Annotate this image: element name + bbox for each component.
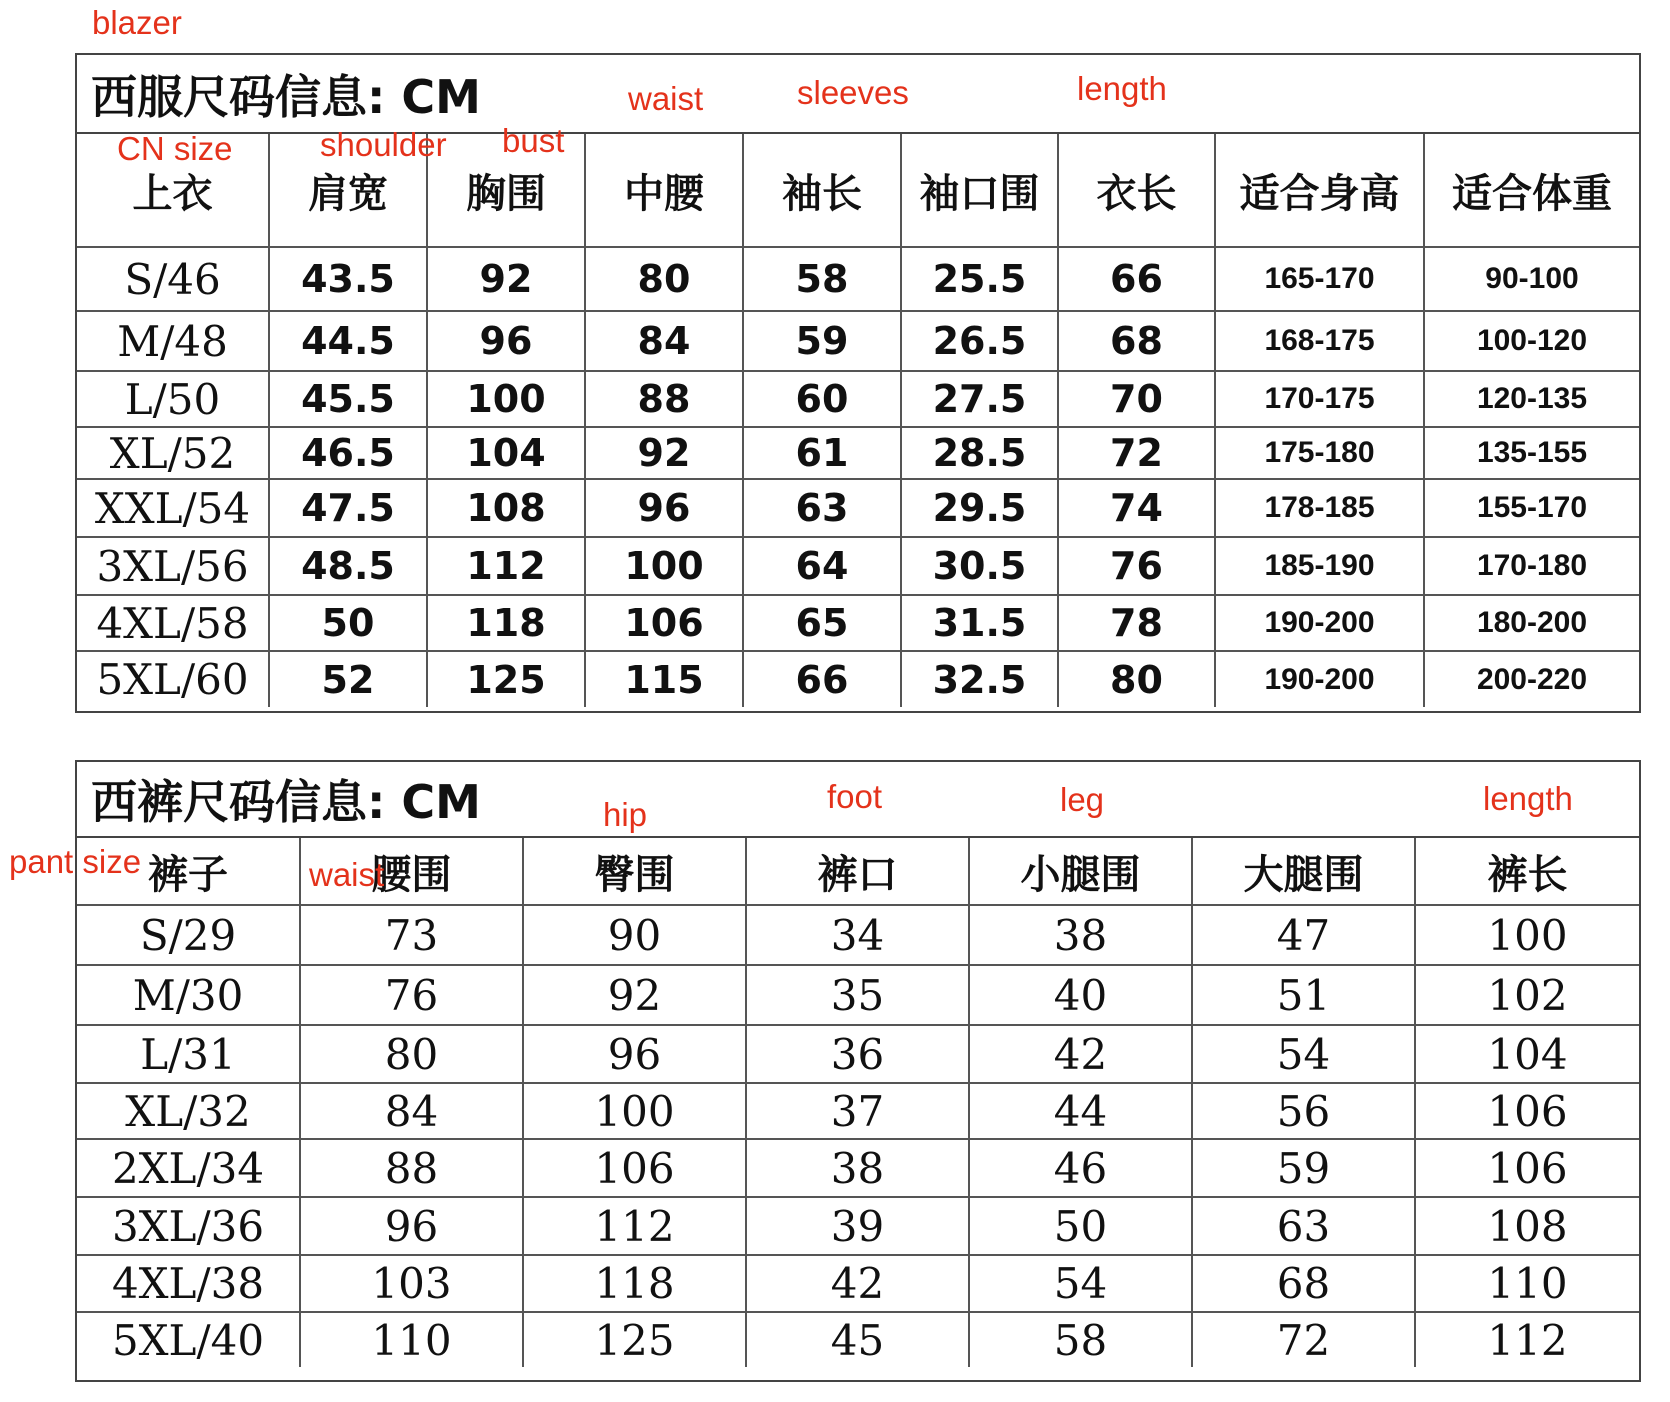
annotation-sleeves: sleeves	[797, 74, 909, 111]
pants-value-cell: 92	[523, 965, 746, 1025]
annotation-pant-size: pant size	[9, 843, 142, 880]
pants-row	[77, 1083, 1639, 1139]
pants-size-cell: 5XL/40	[77, 1312, 300, 1367]
pants-row	[77, 1139, 1639, 1197]
pants-value-cell: 59	[1192, 1139, 1415, 1197]
pants-value-cell: 44	[969, 1083, 1192, 1139]
blazer-value-cell: 96	[585, 479, 743, 537]
blazer-size-cell: L/50	[77, 371, 269, 427]
pants-chart-title-text: 西裤尺码信息: CM	[91, 775, 481, 829]
pants-value-cell: 84	[300, 1083, 523, 1139]
blazer-chart-title-text: 西服尺码信息: CM	[91, 69, 481, 124]
pants-header-cell: 裤子	[77, 838, 300, 905]
pants-value-cell: 106	[1415, 1139, 1639, 1197]
blazer-value-cell: 200-220	[1424, 651, 1639, 707]
blazer-value-cell: 45.5	[269, 371, 427, 427]
blazer-value-cell: 66	[743, 651, 901, 707]
blazer-row	[77, 651, 1639, 707]
pants-size-cell: 2XL/34	[77, 1139, 300, 1197]
blazer-row	[77, 427, 1639, 479]
blazer-value-cell: 118	[427, 595, 585, 651]
pants-header-cell: 裤口	[746, 838, 969, 905]
pants-value-cell: 36	[746, 1025, 969, 1083]
pants-value-cell: 108	[1415, 1197, 1639, 1255]
blazer-value-cell: 72	[1058, 427, 1215, 479]
pants-header-cell: 腰围	[300, 838, 523, 905]
blazer-value-cell: 180-200	[1424, 595, 1639, 651]
blazer-value-cell: 43.5	[269, 247, 427, 311]
blazer-value-cell: 52	[269, 651, 427, 707]
blazer-value-cell: 25.5	[901, 247, 1058, 311]
blazer-size-cell: XXL/54	[77, 479, 269, 537]
blazer-value-cell: 32.5	[901, 651, 1058, 707]
blazer-value-cell: 88	[585, 371, 743, 427]
blazer-size-cell: 5XL/60	[77, 651, 269, 707]
blazer-value-cell: 48.5	[269, 537, 427, 595]
pants-value-cell: 96	[523, 1025, 746, 1083]
blazer-value-cell: 125	[427, 651, 585, 707]
blazer-value-cell: 28.5	[901, 427, 1058, 479]
blazer-value-cell: 175-180	[1215, 427, 1424, 479]
blazer-value-cell: 108	[427, 479, 585, 537]
pants-value-cell: 45	[746, 1312, 969, 1367]
pants-row	[77, 1197, 1639, 1255]
blazer-value-cell: 92	[585, 427, 743, 479]
blazer-row	[77, 247, 1639, 311]
pants-size-cell: M/30	[77, 965, 300, 1025]
blazer-value-cell: 135-155	[1424, 427, 1639, 479]
blazer-value-cell: 100-120	[1424, 311, 1639, 371]
blazer-size-cell: S/46	[77, 247, 269, 311]
pants-size-cell: XL/32	[77, 1083, 300, 1139]
pants-value-cell: 100	[1415, 905, 1639, 965]
pants-value-cell: 73	[300, 905, 523, 965]
annotation-foot: foot	[827, 778, 883, 815]
pants-value-cell: 88	[300, 1139, 523, 1197]
pants-value-cell: 40	[969, 965, 1192, 1025]
pants-value-cell: 47	[1192, 905, 1415, 965]
annotation-waist-top: waist	[628, 80, 704, 117]
pants-value-cell: 58	[969, 1312, 1192, 1367]
pants-value-cell: 112	[523, 1197, 746, 1255]
blazer-value-cell: 120-135	[1424, 371, 1639, 427]
blazer-value-cell: 165-170	[1215, 247, 1424, 311]
blazer-value-cell: 46.5	[269, 427, 427, 479]
blazer-value-cell: 29.5	[901, 479, 1058, 537]
pants-value-cell: 42	[746, 1255, 969, 1312]
blazer-header-cell: 适合体重	[1424, 134, 1639, 247]
pants-value-cell: 90	[523, 905, 746, 965]
blazer-value-cell: 59	[743, 311, 901, 371]
pants-value-cell: 68	[1192, 1255, 1415, 1312]
blazer-value-cell: 47.5	[269, 479, 427, 537]
pants-value-cell: 38	[969, 905, 1192, 965]
blazer-header-cell: 袖长	[743, 134, 901, 247]
pants-row	[77, 1025, 1639, 1083]
pants-row	[77, 1255, 1639, 1312]
blazer-value-cell: 30.5	[901, 537, 1058, 595]
blazer-value-cell: 70	[1058, 371, 1215, 427]
blazer-value-cell: 104	[427, 427, 585, 479]
blazer-row	[77, 537, 1639, 595]
blazer-size-cell: XL/52	[77, 427, 269, 479]
blazer-value-cell: 26.5	[901, 311, 1058, 371]
blazer-value-cell: 115	[585, 651, 743, 707]
blazer-value-cell: 168-175	[1215, 311, 1424, 371]
blazer-value-cell: 170-175	[1215, 371, 1424, 427]
blazer-header-cell: 肩宽	[269, 134, 427, 247]
pants-value-cell: 110	[1415, 1255, 1639, 1312]
blazer-size-chart	[75, 53, 1641, 713]
blazer-value-cell: 100	[585, 537, 743, 595]
pants-value-cell: 72	[1192, 1312, 1415, 1367]
blazer-header-cell: 中腰	[585, 134, 743, 247]
annotation-leg: leg	[1060, 781, 1105, 818]
blazer-value-cell: 66	[1058, 247, 1215, 311]
annotation-blazer: blazer	[92, 4, 182, 41]
pants-header-cell: 裤长	[1415, 838, 1639, 905]
pants-size-cell: L/31	[77, 1025, 300, 1083]
pants-value-cell: 104	[1415, 1025, 1639, 1083]
pants-value-cell: 125	[523, 1312, 746, 1367]
blazer-header-cell: 衣长	[1058, 134, 1215, 247]
blazer-header-cell: 袖口围	[901, 134, 1058, 247]
pants-value-cell: 39	[746, 1197, 969, 1255]
pants-header-cell: 臀围	[523, 838, 746, 905]
pants-value-cell: 118	[523, 1255, 746, 1312]
blazer-value-cell: 31.5	[901, 595, 1058, 651]
annotation-shoulder: shoulder	[320, 126, 447, 163]
pants-value-cell: 51	[1192, 965, 1415, 1025]
blazer-size-table	[77, 130, 1639, 707]
blazer-value-cell: 64	[743, 537, 901, 595]
blazer-value-cell: 84	[585, 311, 743, 371]
annotation-length-bottom: length	[1483, 780, 1573, 817]
annotation-hip: hip	[603, 796, 648, 833]
pants-size-chart	[75, 760, 1641, 1382]
pants-value-cell: 38	[746, 1139, 969, 1197]
blazer-value-cell: 50	[269, 595, 427, 651]
blazer-header-cell: 胸围	[427, 134, 585, 247]
blazer-row	[77, 371, 1639, 427]
blazer-value-cell: 27.5	[901, 371, 1058, 427]
blazer-value-cell: 78	[1058, 595, 1215, 651]
blazer-value-cell: 60	[743, 371, 901, 427]
pants-value-cell: 76	[300, 965, 523, 1025]
blazer-value-cell: 96	[427, 311, 585, 371]
blazer-value-cell: 68	[1058, 311, 1215, 371]
blazer-value-cell: 185-190	[1215, 537, 1424, 595]
blazer-size-cell: M/48	[77, 311, 269, 371]
pants-size-cell: S/29	[77, 905, 300, 965]
annotation-cn-size: CN size	[117, 130, 233, 167]
blazer-row	[77, 311, 1639, 371]
blazer-value-cell: 90-100	[1424, 247, 1639, 311]
pants-value-cell: 54	[1192, 1025, 1415, 1083]
blazer-value-cell: 74	[1058, 479, 1215, 537]
blazer-value-cell: 65	[743, 595, 901, 651]
blazer-row	[77, 479, 1639, 537]
blazer-header-cell: 适合身高	[1215, 134, 1424, 247]
blazer-value-cell: 178-185	[1215, 479, 1424, 537]
pants-value-cell: 96	[300, 1197, 523, 1255]
pants-size-cell: 3XL/36	[77, 1197, 300, 1255]
pants-size-table	[77, 838, 1639, 1367]
pants-row	[77, 965, 1639, 1025]
pants-value-cell: 80	[300, 1025, 523, 1083]
pants-value-cell: 63	[1192, 1197, 1415, 1255]
pants-size-cell: 4XL/38	[77, 1255, 300, 1312]
blazer-value-cell: 61	[743, 427, 901, 479]
annotation-waist-bottom: waist	[309, 856, 385, 893]
blazer-value-cell: 106	[585, 595, 743, 651]
blazer-value-cell: 63	[743, 479, 901, 537]
pants-value-cell: 50	[969, 1197, 1192, 1255]
blazer-value-cell: 80	[585, 247, 743, 311]
blazer-value-cell: 44.5	[269, 311, 427, 371]
pants-value-cell: 37	[746, 1083, 969, 1139]
pants-value-cell: 100	[523, 1083, 746, 1139]
pants-value-cell: 106	[523, 1139, 746, 1197]
pants-value-cell: 56	[1192, 1083, 1415, 1139]
blazer-value-cell: 112	[427, 537, 585, 595]
pants-value-cell: 110	[300, 1312, 523, 1367]
blazer-header-row	[77, 134, 1639, 247]
annotation-length-top: length	[1077, 70, 1167, 107]
pants-value-cell: 106	[1415, 1083, 1639, 1139]
blazer-value-cell: 58	[743, 247, 901, 311]
blazer-size-cell: 4XL/58	[77, 595, 269, 651]
blazer-value-cell: 92	[427, 247, 585, 311]
blazer-value-cell: 76	[1058, 537, 1215, 595]
blazer-value-cell: 80	[1058, 651, 1215, 707]
blazer-value-cell: 190-200	[1215, 651, 1424, 707]
blazer-value-cell: 170-180	[1424, 537, 1639, 595]
pants-value-cell: 103	[300, 1255, 523, 1312]
blazer-value-cell: 190-200	[1215, 595, 1424, 651]
pants-row	[77, 905, 1639, 965]
pants-row	[77, 1312, 1639, 1367]
blazer-row	[77, 595, 1639, 651]
pants-value-cell: 34	[746, 905, 969, 965]
blazer-size-cell: 3XL/56	[77, 537, 269, 595]
pants-header-cell: 小腿围	[969, 838, 1192, 905]
pants-value-cell: 54	[969, 1255, 1192, 1312]
blazer-value-cell: 155-170	[1424, 479, 1639, 537]
pants-header-cell: 大腿围	[1192, 838, 1415, 905]
pants-value-cell: 112	[1415, 1312, 1639, 1367]
pants-value-cell: 102	[1415, 965, 1639, 1025]
pants-value-cell: 42	[969, 1025, 1192, 1083]
annotation-bust: bust	[502, 122, 565, 159]
pants-value-cell: 35	[746, 965, 969, 1025]
pants-value-cell: 46	[969, 1139, 1192, 1197]
blazer-header-cell: 上衣	[77, 134, 269, 247]
blazer-value-cell: 100	[427, 371, 585, 427]
